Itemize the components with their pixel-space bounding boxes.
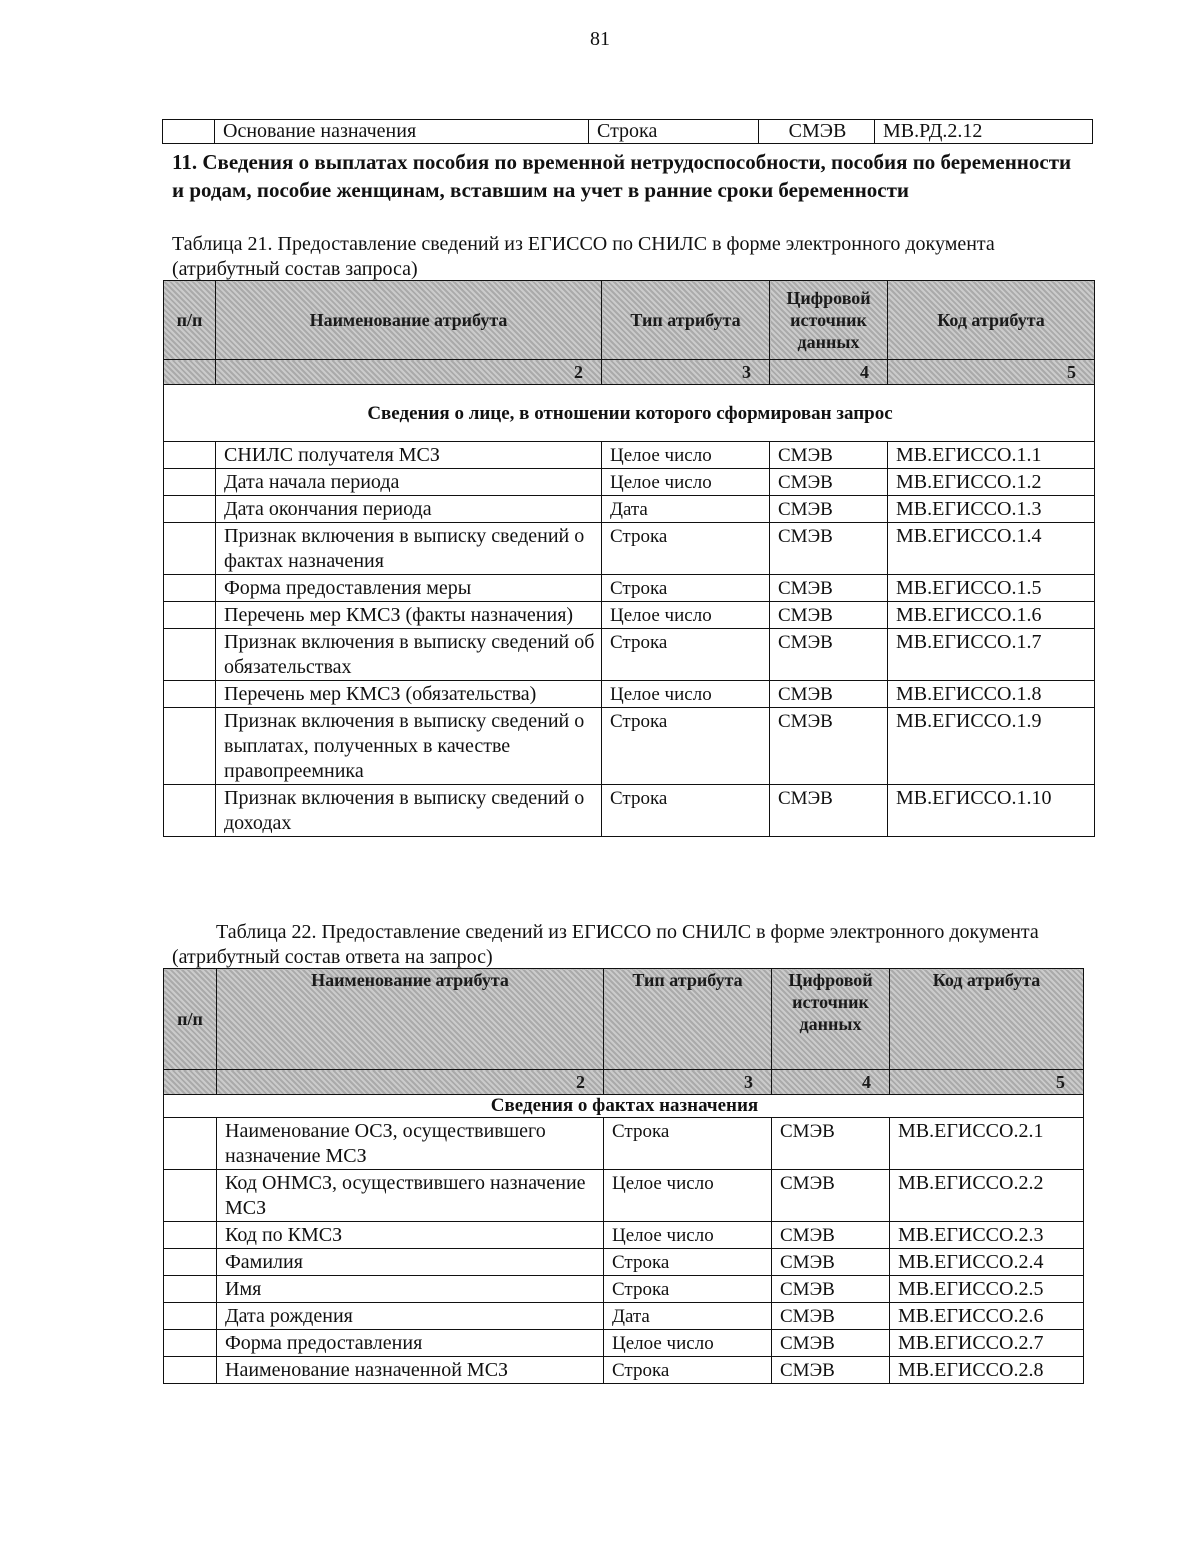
cell-code: МВ.ЕГИССО.1.5 — [888, 575, 1095, 602]
cell-code: МВ.ЕГИССО.1.9 — [888, 708, 1095, 785]
cell-code: МВ.ЕГИССО.2.4 — [890, 1249, 1084, 1276]
cell-type: Дата — [604, 1303, 772, 1330]
table22-section-row — [164, 1095, 1084, 1118]
cell-type: Дата — [602, 496, 770, 523]
cell-name: Имя — [217, 1276, 604, 1303]
cell-source: СМЭВ — [759, 120, 875, 144]
table-row — [164, 496, 1095, 523]
table22-header-row — [164, 969, 1084, 1070]
table-row — [164, 1118, 1084, 1170]
cell-type: Целое число — [602, 442, 770, 469]
cell-source: СМЭВ — [770, 629, 888, 681]
cell-name: Наименование ОСЗ, осуществившего назначение МСЗ — [217, 1118, 604, 1170]
cell-code: МВ.ЕГИССО.1.1 — [888, 442, 1095, 469]
cell-type: Целое число — [602, 681, 770, 708]
cell-type: Строка — [604, 1276, 772, 1303]
cell-code: МВ.ЕГИССО.1.10 — [888, 785, 1095, 837]
cell-num — [164, 785, 216, 837]
cell-source: СМЭВ — [772, 1222, 890, 1249]
cell-num — [164, 442, 216, 469]
cell-type: Строка — [602, 785, 770, 837]
cell-type: Строка — [604, 1357, 772, 1384]
cell-code: МВ.ЕГИССО.2.3 — [890, 1222, 1084, 1249]
cell-type: Целое число — [602, 469, 770, 496]
table-row — [164, 523, 1095, 575]
cell-type: Целое число — [602, 602, 770, 629]
cell-num — [164, 602, 216, 629]
cell-name: Признак включения в выписку сведений о выплатах, полученных в качестве правопреемника — [216, 708, 602, 785]
header-source: Цифровой источник данных — [772, 969, 890, 1070]
cell-type: Целое число — [604, 1330, 772, 1357]
table-row — [164, 602, 1095, 629]
cell-source: СМЭВ — [770, 442, 888, 469]
cell-num — [164, 629, 216, 681]
cell-type: Строка — [602, 575, 770, 602]
table-row — [164, 1222, 1084, 1249]
header-name: Наименование атрибута — [217, 969, 604, 1070]
colnum-1 — [164, 360, 216, 385]
cell-code: МВ.ЕГИССО.1.3 — [888, 496, 1095, 523]
cell-code: МВ.ЕГИССО.1.7 — [888, 629, 1095, 681]
cell-source: СМЭВ — [772, 1303, 890, 1330]
cell-type: Целое число — [604, 1222, 772, 1249]
cell-code: МВ.ЕГИССО.2.2 — [890, 1170, 1084, 1222]
cell-type: Строка — [604, 1118, 772, 1170]
colnum-2: 2 — [217, 1070, 604, 1095]
cell-name: Дата окончания периода — [216, 496, 602, 523]
cell-source: СМЭВ — [770, 523, 888, 575]
cell-name: Основание назначения — [215, 120, 589, 144]
section-heading: 11. Сведения о выплатах пособия по временной нетрудоспособности, пособия по беременности и родам, пособие женщинам, вставшим на учет в ранние сроки беременности — [172, 150, 1072, 202]
colnum-5: 5 — [890, 1070, 1084, 1095]
cell-type: Строка — [602, 708, 770, 785]
colnum-4: 4 — [770, 360, 888, 385]
cell-name: Форма предоставления — [217, 1330, 604, 1357]
cell-type: Строка — [602, 523, 770, 575]
table-row — [164, 1170, 1084, 1222]
cell-name: Дата рождения — [217, 1303, 604, 1330]
cell-num — [164, 708, 216, 785]
colnum-5: 5 — [888, 360, 1095, 385]
cell-num — [164, 1330, 217, 1357]
header-source: Цифровой источник данных — [770, 281, 888, 360]
cell-num — [164, 496, 216, 523]
cell-source: СМЭВ — [770, 496, 888, 523]
cell-num — [164, 469, 216, 496]
cell-code: МВ.ЕГИССО.2.5 — [890, 1276, 1084, 1303]
header-name: Наименование атрибута — [216, 281, 602, 360]
cell-code: МВ.ЕГИССО.1.2 — [888, 469, 1095, 496]
table-row — [164, 1330, 1084, 1357]
table-row — [164, 1249, 1084, 1276]
table-row — [163, 120, 1093, 144]
cell-num — [163, 120, 215, 144]
cell-code: МВ.ЕГИССО.1.6 — [888, 602, 1095, 629]
cell-code: МВ.ЕГИССО.2.6 — [890, 1303, 1084, 1330]
cell-source: СМЭВ — [770, 785, 888, 837]
cell-name: Признак включения в выписку сведений об обязательствах — [216, 629, 602, 681]
page-number: 81 — [590, 28, 610, 50]
colnum-1 — [164, 1070, 217, 1095]
cell-num — [164, 1276, 217, 1303]
section-title: Сведения о лице, в отношении которого сформирован запрос — [164, 385, 1095, 442]
table-row — [164, 442, 1095, 469]
table21-section-row — [164, 385, 1095, 442]
cell-code: МВ.ЕГИССО.1.8 — [888, 681, 1095, 708]
cell-type: Строка — [589, 120, 759, 144]
header-num: п/п — [164, 281, 216, 360]
section-title: Сведения о фактах назначения — [164, 1095, 1084, 1118]
continuation-table — [162, 119, 1093, 144]
cell-code: МВ.ЕГИССО.2.7 — [890, 1330, 1084, 1357]
cell-source: СМЭВ — [770, 708, 888, 785]
cell-code: МВ.ЕГИССО.1.4 — [888, 523, 1095, 575]
cell-type: Строка — [604, 1249, 772, 1276]
cell-name: Фамилия — [217, 1249, 604, 1276]
header-num: п/п — [164, 969, 217, 1070]
colnum-3: 3 — [604, 1070, 772, 1095]
table-row — [164, 681, 1095, 708]
cell-name: Признак включения в выписку сведений о доходах — [216, 785, 602, 837]
cell-source: СМЭВ — [770, 602, 888, 629]
cell-name: Дата начала периода — [216, 469, 602, 496]
cell-source: СМЭВ — [772, 1118, 890, 1170]
colnum-2: 2 — [216, 360, 602, 385]
cell-num — [164, 1249, 217, 1276]
cell-source: СМЭВ — [772, 1276, 890, 1303]
table-row — [164, 785, 1095, 837]
cell-name: Форма предоставления меры — [216, 575, 602, 602]
cell-num — [164, 681, 216, 708]
table-row — [164, 708, 1095, 785]
colnum-3: 3 — [602, 360, 770, 385]
cell-source: СМЭВ — [772, 1249, 890, 1276]
cell-source: СМЭВ — [770, 575, 888, 602]
table-row — [164, 1303, 1084, 1330]
table21-caption: Таблица 21. Предоставление сведений из ЕГИССО по СНИЛС в форме электронного документа (атрибутный состав запроса) — [172, 233, 995, 280]
header-type: Тип атрибута — [602, 281, 770, 360]
table-row — [164, 1357, 1084, 1384]
cell-num — [164, 1222, 217, 1249]
cell-name: Перечень мер КМСЗ (обязательства) — [216, 681, 602, 708]
cell-source: СМЭВ — [772, 1357, 890, 1384]
cell-num — [164, 1118, 217, 1170]
cell-code: МВ.РД.2.12 — [875, 120, 1093, 144]
cell-source: СМЭВ — [770, 681, 888, 708]
cell-name: Код по КМСЗ — [217, 1222, 604, 1249]
table-row — [164, 629, 1095, 681]
cell-source: СМЭВ — [770, 469, 888, 496]
colnum-4: 4 — [772, 1070, 890, 1095]
table22-caption: Таблица 22. Предоставление сведений из ЕГИССО по СНИЛС в форме электронного документа (атрибутный состав ответа на запрос) — [172, 921, 1039, 968]
table21-header-row — [164, 281, 1095, 360]
cell-source: СМЭВ — [772, 1330, 890, 1357]
cell-num — [164, 575, 216, 602]
table21 — [163, 280, 1095, 837]
cell-type: Строка — [602, 629, 770, 681]
cell-source: СМЭВ — [772, 1170, 890, 1222]
table-row — [164, 469, 1095, 496]
cell-name: Перечень мер КМСЗ (факты назначения) — [216, 602, 602, 629]
table-row — [164, 575, 1095, 602]
table-row — [164, 1276, 1084, 1303]
cell-num — [164, 1303, 217, 1330]
cell-name: Признак включения в выписку сведений о фактах назначения — [216, 523, 602, 575]
cell-type: Целое число — [604, 1170, 772, 1222]
cell-code: МВ.ЕГИССО.2.1 — [890, 1118, 1084, 1170]
cell-num — [164, 1357, 217, 1384]
header-type: Тип атрибута — [604, 969, 772, 1070]
cell-code: МВ.ЕГИССО.2.8 — [890, 1357, 1084, 1384]
cell-name: Код ОНМСЗ, осуществившего назначение МСЗ — [217, 1170, 604, 1222]
header-code: Код атрибута — [890, 969, 1084, 1070]
table22 — [163, 968, 1084, 1384]
cell-name: Наименование назначенной МСЗ — [217, 1357, 604, 1384]
cell-name: СНИЛС получателя МСЗ — [216, 442, 602, 469]
cell-num — [164, 1170, 217, 1222]
table21-column-numbers — [164, 360, 1095, 385]
table22-column-numbers — [164, 1070, 1084, 1095]
header-code: Код атрибута — [888, 281, 1095, 360]
cell-num — [164, 523, 216, 575]
